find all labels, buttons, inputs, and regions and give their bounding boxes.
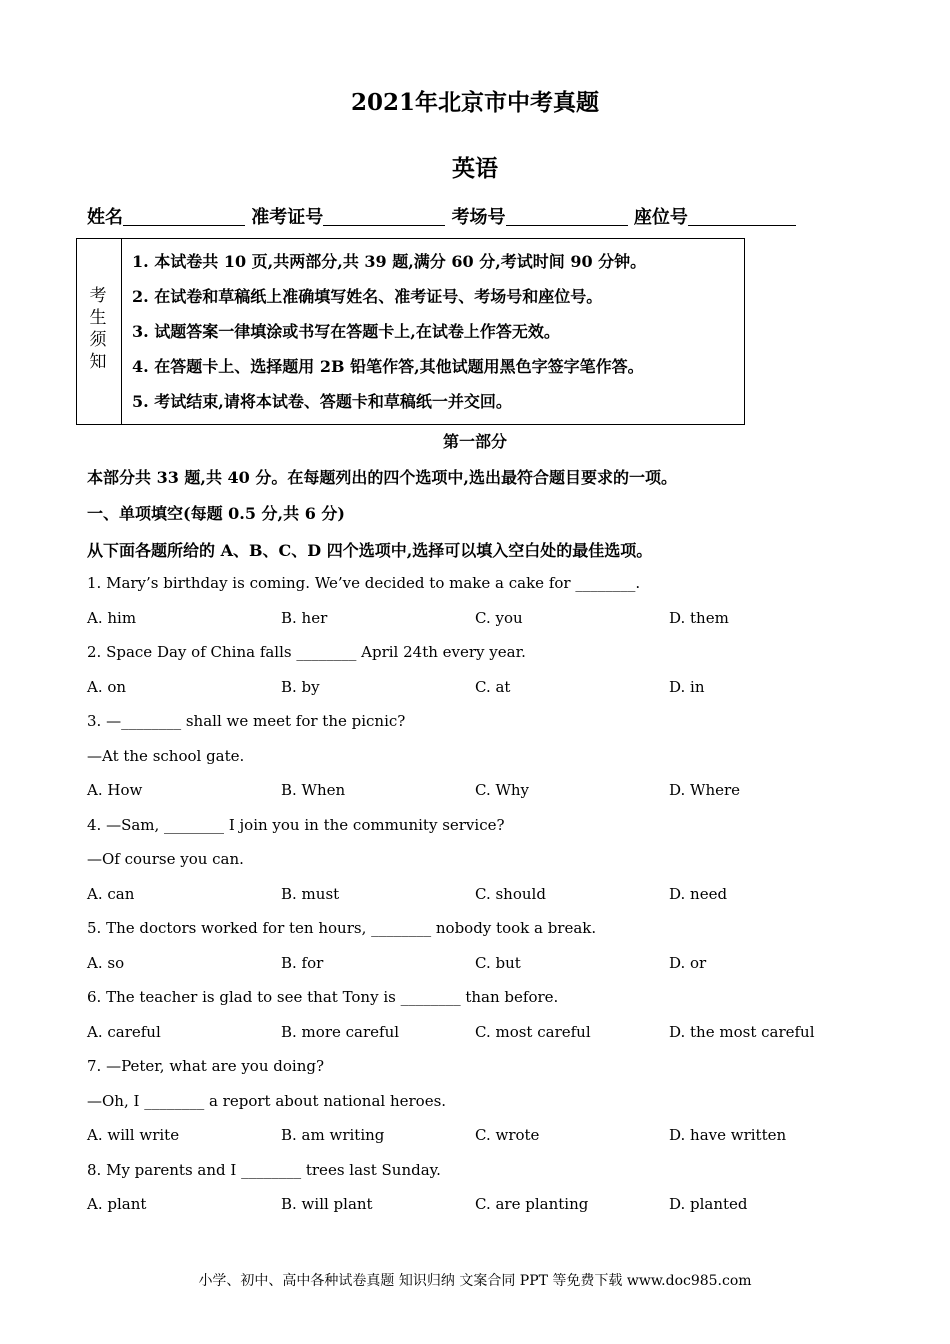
question-stem: 3. —________ shall we meet for the picnic?: [87, 712, 406, 730]
notice-label-char: 生: [89, 308, 107, 328]
answer-option[interactable]: C. should: [475, 885, 546, 903]
info-blank-name[interactable]: [123, 205, 245, 226]
answer-option[interactable]: D. them: [669, 609, 729, 627]
answer-option[interactable]: C. are planting: [475, 1195, 589, 1213]
question-stem: 1. Mary’s birthday is coming. We’ve decided to make a cake for ________.: [87, 574, 641, 592]
question-stem: 6. The teacher is glad to see that Tony is ________ than before.: [87, 988, 559, 1006]
notice-rule-1: 1. 本试卷共 10 页,共两部分,共 39 题,满分 60 分,考试时间 90 分钟。: [132, 252, 647, 271]
info-label-name: 姓名: [87, 207, 123, 228]
question-stem: 8. My parents and I ________ trees last Sunday.: [87, 1161, 441, 1179]
notice-label-char: 考: [89, 286, 107, 306]
exam-subject: 英语: [452, 155, 498, 182]
answer-option[interactable]: C. wrote: [475, 1126, 540, 1144]
exam-title: 2021年北京市中考真题: [350, 89, 599, 116]
info-label-room: 考场号: [451, 207, 506, 228]
answer-option[interactable]: B. am writing: [281, 1126, 385, 1144]
question-stem: 5. The doctors worked for ten hours, ________ nobody took a break.: [87, 919, 597, 937]
candidate-notice-box: [76, 238, 745, 425]
section-title: 一、单项填空(每题 0.5 分,共 6 分): [87, 504, 345, 523]
candidate-info-row: [87, 203, 796, 229]
part-intro: 本部分共 33 题,共 40 分。在每题列出的四个选项中,选出最符合题目要求的一项。: [87, 468, 677, 487]
answer-option[interactable]: C. Why: [475, 781, 530, 799]
question-dialogue-line: —At the school gate.: [87, 747, 245, 765]
question-stem: 2. Space Day of China falls ________ April 24th every year.: [87, 643, 526, 661]
info-label-ticket: 准考证号: [251, 207, 324, 228]
answer-option[interactable]: D. have written: [669, 1126, 787, 1144]
answer-option[interactable]: A. plant: [87, 1195, 147, 1213]
question-stem: 7. —Peter, what are you doing?: [87, 1057, 325, 1075]
notice-label-char: 知: [89, 352, 107, 372]
answer-option[interactable]: A. on: [87, 678, 127, 696]
answer-option[interactable]: C. at: [475, 678, 511, 696]
answer-option[interactable]: B. more careful: [281, 1023, 400, 1041]
answer-option[interactable]: B. When: [281, 781, 346, 799]
answer-option[interactable]: D. or: [669, 954, 707, 972]
answer-option[interactable]: A. will write: [87, 1126, 180, 1144]
answer-option[interactable]: A. can: [87, 885, 135, 903]
notice-rule-2: 2. 在试卷和草稿纸上准确填写姓名、准考证号、考场号和座位号。: [132, 287, 603, 306]
notice-rule-4: 4. 在答题卡上、选择题用 2B 铅笔作答,其他试题用黑色字签字笔作答。: [132, 357, 644, 376]
answer-option[interactable]: C. most careful: [475, 1023, 591, 1041]
answer-option[interactable]: B. by: [281, 678, 320, 696]
info-blank-seat[interactable]: [688, 205, 796, 226]
answer-option[interactable]: B. for: [281, 954, 324, 972]
info-blank-room[interactable]: [506, 205, 628, 226]
answer-option[interactable]: D. need: [669, 885, 728, 903]
answer-option[interactable]: B. must: [281, 885, 340, 903]
info-blank-ticket[interactable]: [323, 205, 445, 226]
answer-option[interactable]: C. you: [475, 609, 523, 627]
section-instruction: 从下面各题所给的 A、B、C、D 四个选项中,选择可以填入空白处的最佳选项。: [87, 541, 653, 560]
answer-option[interactable]: D. in: [669, 678, 705, 696]
answer-option[interactable]: D. the most careful: [669, 1023, 815, 1041]
answer-option[interactable]: A. careful: [87, 1023, 161, 1041]
notice-label-char: 须: [89, 330, 107, 350]
answer-option[interactable]: B. her: [281, 609, 328, 627]
notice-side-label: [77, 239, 122, 424]
answer-option[interactable]: A. How: [87, 781, 143, 799]
question-stem: 4. —Sam, ________ I join you in the community service?: [87, 816, 505, 834]
notice-rule-5: 5. 考试结束,请将本试卷、答题卡和草稿纸一并交回。: [132, 392, 512, 411]
answer-option[interactable]: D. Where: [669, 781, 741, 799]
answer-option[interactable]: B. will plant: [281, 1195, 373, 1213]
info-label-seat: 座位号: [633, 207, 688, 228]
answer-option[interactable]: D. planted: [669, 1195, 748, 1213]
footer-text: 小学、初中、高中各种试卷真题 知识归纳 文案合同 PPT 等免费下载 www.doc985.com: [198, 1273, 752, 1289]
answer-option[interactable]: C. but: [475, 954, 521, 972]
question-dialogue-line: —Oh, I ________ a report about national heroes.: [87, 1092, 447, 1110]
question-dialogue-line: —Of course you can.: [87, 850, 244, 868]
part-title: 第一部分: [442, 432, 507, 451]
answer-option[interactable]: A. so: [87, 954, 125, 972]
answer-option[interactable]: A. him: [87, 609, 137, 627]
notice-rule-3: 3. 试题答案一律填涂或书写在答题卡上,在试卷上作答无效。: [132, 322, 560, 341]
